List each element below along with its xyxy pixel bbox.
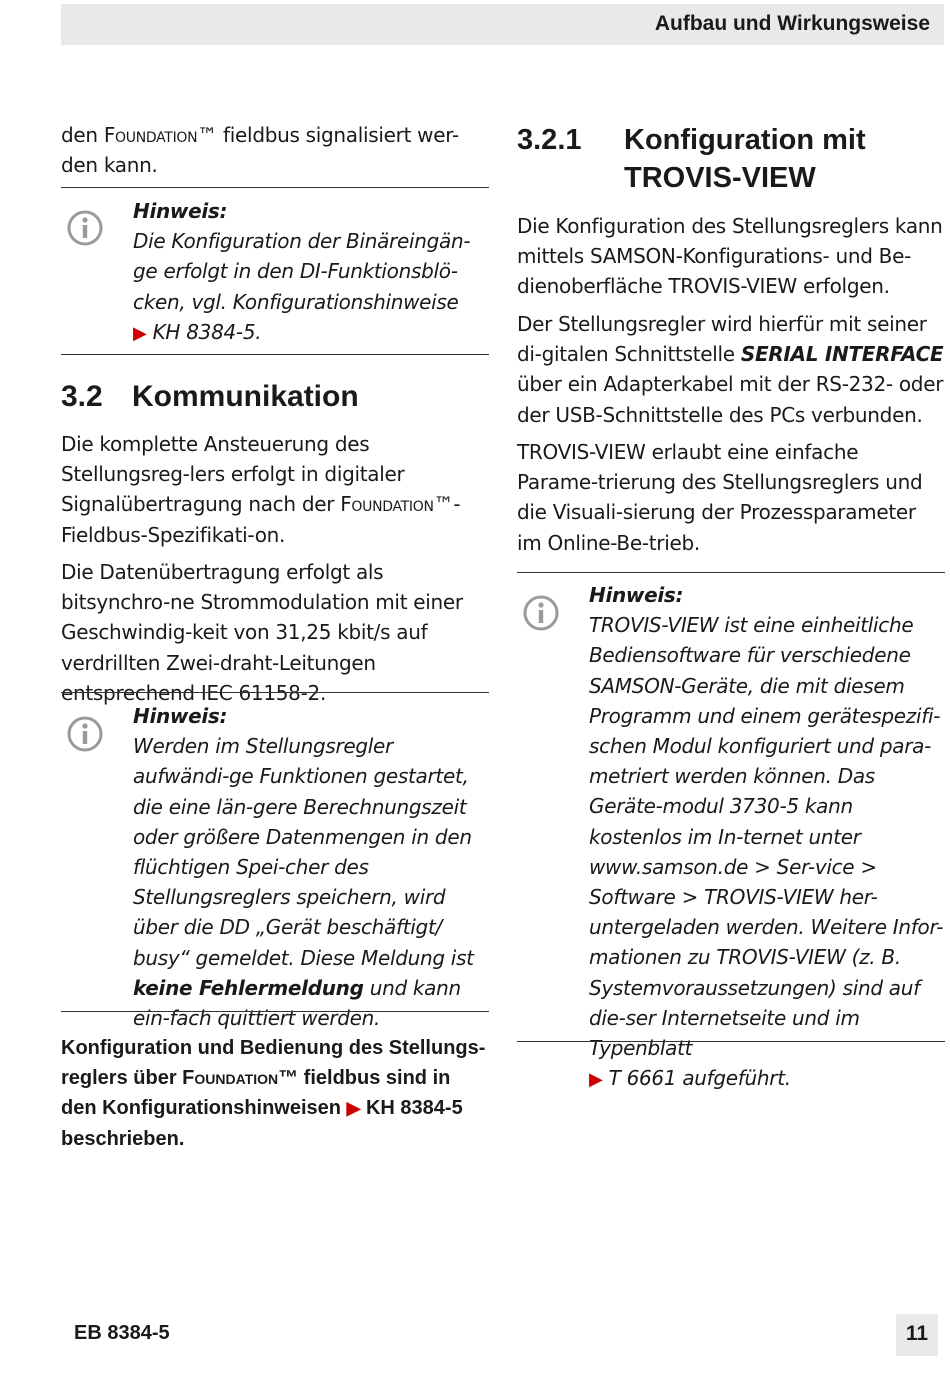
page-number-box: [896, 1314, 938, 1356]
arrow-right-icon: ▶: [589, 1069, 603, 1091]
reference-link[interactable]: KH 8384-5.: [152, 319, 262, 344]
info-icon: [67, 716, 103, 752]
divider: [61, 187, 489, 188]
note-title: Hinweis:: [133, 704, 228, 728]
paragraph-communication: Die komplette Ansteuerung des Stellungsreg-lers erfolgt in digitaler Signalübertragung nach der Foundation™-Fieldbus-Spezifikati-on.: [61, 432, 461, 547]
footer-document-number: EB 8384-5: [74, 1322, 170, 1344]
note-title: Hinweis:: [133, 199, 228, 223]
section-heading-3-2: 3.2 Kommunikation: [61, 380, 359, 413]
arrow-right-icon: ▶: [133, 322, 147, 344]
note-trovis-view: [589, 580, 945, 1095]
info-icon: [523, 595, 559, 631]
note-text: Werden im Stellungsregler aufwändi-ge Funktionen gestartet, die eine län-gere Berechnungszeit oder größere Datenmengen in den flüchtigen Spei-cher des Stellungsreglers speichern, wird über die DD „Gerät beschäftigt/ busy“ gemeldet. Diese Meldung ist keine Fehlermeldung und kann ein-fach quittiert werden.: [133, 734, 474, 1031]
note-text: TROVIS-VIEW ist eine einheitliche Bediensoftware für verschiedene SAMSON-Geräte, die mit diesem Programm und einem gerätespezifi-schen Modul konfiguriert und para-metriert werden können. Das Geräte-modul 3730-5 kann kostenlos im In-ternet unter www.samson.de > Ser-vice > Software > TROVIS-VIEW her-untergeladen werden. Weitere Infor-mationen zu TROVIS-VIEW (z. B. Systemvoraussetzungen) sind auf die-ser Internetseite und im Typenblatt ▶ T 6661 aufgeführt.: [589, 613, 944, 1091]
page-header: [61, 4, 944, 45]
note-title: Hinweis:: [589, 583, 684, 607]
divider: [517, 572, 945, 573]
reference-link[interactable]: T 6661 aufgeführt.: [608, 1066, 791, 1091]
divider: [61, 1011, 489, 1012]
paragraph-configuration-reference: Konfiguration und Bedienung des Stellungs-reglers über Foundation™ fieldbus sind in den Konfigurationshinweisen ▶ KH 8384-5 beschrieben.: [61, 1037, 486, 1150]
header-title: Aufbau und Wirkungsweise: [654, 12, 930, 35]
arrow-right-icon: ▶: [346, 1098, 361, 1119]
intro-paragraph: den Foundation™ fieldbus signalisiert wer-den kann.: [61, 123, 459, 178]
note-text: Die Konfiguration der Binäreingän-ge erfolgt in den DI-Funktionsblö-cken, vgl. Konfigurationshinweise ▶ KH 8384-5.: [133, 229, 471, 344]
info-icon: [67, 210, 103, 246]
note-binary-inputs: [133, 196, 489, 349]
paragraph-trovis-features: TROVIS-VIEW erlaubt eine einfache Parame-trierung des Stellungsreglers und die Visuali-sierung der Prozessparameter im Online-Be-trieb.: [517, 440, 923, 555]
paragraph-serial-interface: Der Stellungsregler wird hierfür mit seiner di-gitalen Schnittstelle SERIAL INTERFACE über ein Adapterkabel mit der RS-232- oder der USB-Schnittstelle des PCs verbunden.: [517, 312, 944, 427]
divider: [61, 692, 489, 693]
paragraph-data-transfer: Die Datenübertragung erfolgt als bitsynchro-ne Strommodulation mit einer Geschwindig-keit von 31,25 kbit/s auf verdrillten Zwei-draht-Leitungen entsprechend IEC 61158-2.: [61, 560, 463, 705]
paragraph-trovis-intro: Die Konfiguration des Stellungsreglers kann mittels SAMSON-Konfigurations- und Be-dienoberfläche TROVIS-VIEW erfolgen.: [517, 214, 943, 299]
divider: [61, 354, 489, 355]
reference-link[interactable]: KH 8384-5: [365, 1097, 463, 1120]
page-number: 11: [905, 1322, 929, 1345]
note-busy: [133, 701, 489, 1033]
divider: [517, 1041, 945, 1042]
